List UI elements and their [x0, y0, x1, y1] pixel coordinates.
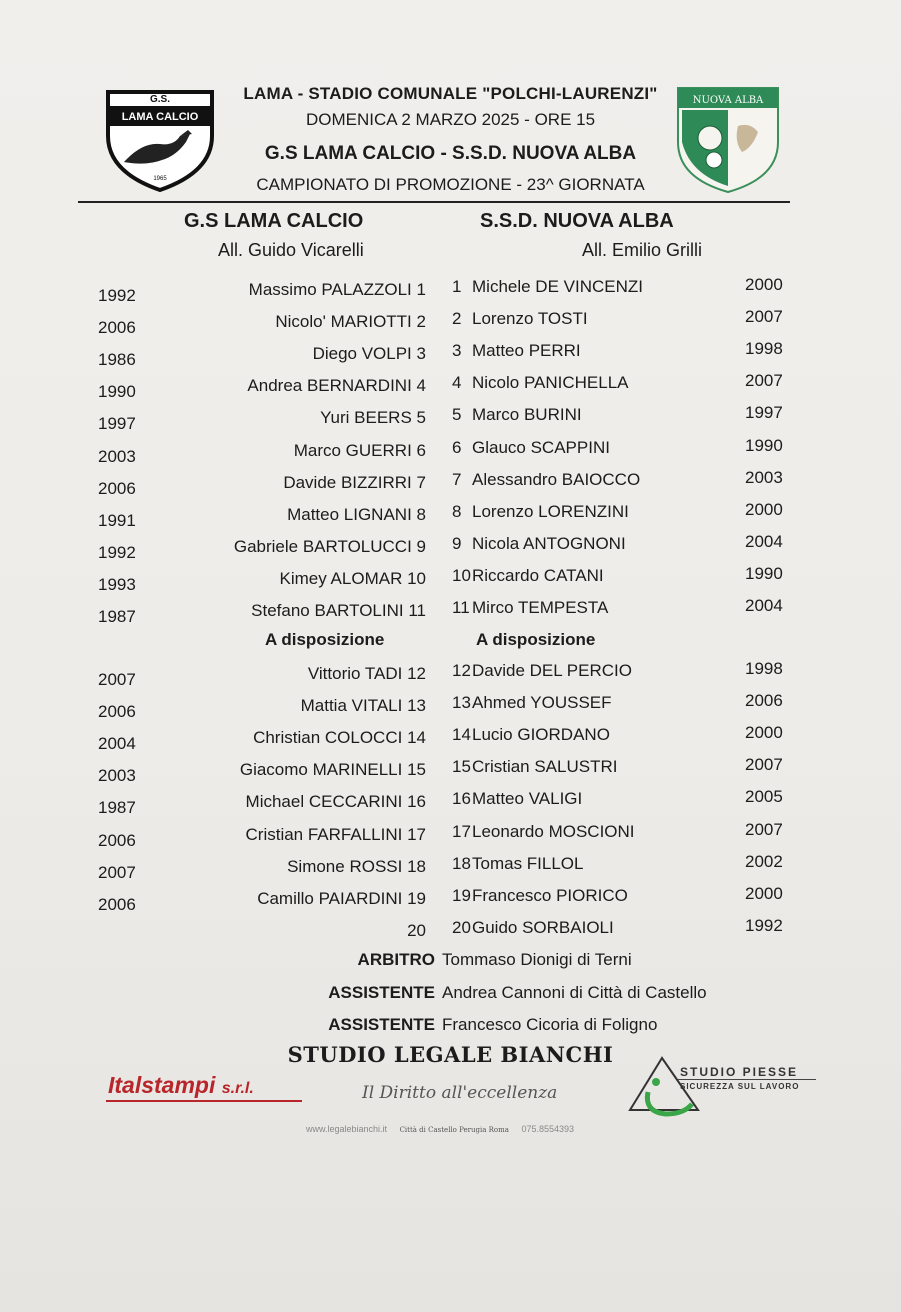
- away-birth-year: 2002: [745, 851, 783, 871]
- away-team-name: S.S.D. NUOVA ALBA: [480, 210, 674, 232]
- home-birth-year: 2007: [98, 670, 136, 689]
- player-row: [0, 659, 901, 692]
- away-birth-year: 2007: [745, 819, 783, 839]
- home-birth-year: 1987: [98, 607, 136, 626]
- away-shirt-number: 20: [452, 917, 471, 937]
- home-shirt-number: 2: [416, 312, 426, 332]
- footer-phone: 075.8554393: [521, 1124, 575, 1134]
- away-shirt-number: 1: [452, 277, 462, 296]
- home-shirt-number: 18: [407, 856, 426, 876]
- home-player-name: [240, 760, 426, 780]
- home-shirt-number: 16: [407, 792, 426, 812]
- official-row: [0, 950, 901, 976]
- away-shirt-number: 4: [452, 373, 462, 393]
- away-birth-year: 1992: [745, 915, 783, 935]
- away-player-name: Francesco PIORICO: [472, 885, 628, 905]
- home-shirt-number: 3: [416, 344, 426, 364]
- away-player-name: Matteo PERRI: [472, 341, 581, 361]
- away-player-name: Davide DEL PERCIO: [472, 661, 632, 680]
- away-shirt-number: 16: [452, 789, 471, 809]
- logo-year-text: 1965: [153, 176, 167, 182]
- home-player-name-text: Andrea BERNARDINI: [247, 376, 412, 396]
- away-shirt-number: 7: [452, 469, 462, 489]
- home-shirt-number: 13: [407, 696, 426, 716]
- player-row: [0, 371, 901, 404]
- official-row: [0, 983, 901, 1009]
- away-coach: All. Emilio Grilli: [582, 240, 703, 260]
- home-player-name: [247, 376, 426, 396]
- logo-lama-text: LAMA CALCIO: [121, 111, 199, 123]
- italstampi-name: Italstampi: [108, 1072, 216, 1098]
- player-row: [0, 467, 901, 501]
- away-player-name: Riccardo CATANI: [472, 565, 604, 585]
- home-player-name: [234, 537, 426, 557]
- away-player-name: Mirco TEMPESTA: [472, 598, 609, 617]
- home-shirt-number: 6: [416, 440, 426, 460]
- home-birth-year: 1990: [98, 382, 136, 402]
- player-row: [0, 851, 901, 885]
- piesse-name: STUDIO PIESSE: [680, 1065, 799, 1079]
- away-player-name: Michele DE VINCENZI: [472, 277, 643, 296]
- home-player-name: [287, 505, 426, 525]
- logo-alba-text: NUOVA ALBA: [692, 95, 764, 106]
- player-row: [0, 403, 901, 436]
- italstampi-logo: [108, 1072, 254, 1099]
- official-name: Tommaso Dionigi di Terni: [442, 950, 632, 969]
- home-shirt-number: 19: [407, 888, 426, 908]
- home-shirt-number: 4: [416, 376, 426, 396]
- player-row: [0, 883, 901, 917]
- away-shirt-number: 6: [452, 437, 462, 457]
- home-birth-year: 2003: [98, 446, 136, 466]
- home-player-name-text: Vittorio TADI: [307, 664, 403, 683]
- away-birth-year: 2006: [745, 691, 783, 711]
- away-shirt-number: 13: [452, 693, 471, 713]
- home-shirt-number: 1: [416, 280, 426, 299]
- sponsor-footer: [306, 1124, 584, 1134]
- piesse-divider: [678, 1079, 816, 1080]
- home-player-name-text: Nicolo' MARIOTTI: [275, 312, 412, 332]
- home-shirt-number: 7: [416, 472, 426, 492]
- piesse-tagline: SICUREZZA SUL LAVORO: [680, 1082, 800, 1091]
- away-shirt-number: 17: [452, 821, 471, 841]
- home-birth-year: 2006: [98, 894, 136, 914]
- match-title: G.S LAMA CALCIO - S.S.D. NUOVA ALBA: [264, 143, 637, 164]
- home-player-name-text: Mattia VITALI: [300, 696, 403, 716]
- home-shirt-number: 14: [407, 728, 426, 748]
- player-row: [0, 339, 901, 372]
- home-player-name-text: Camillo PAIARDINI: [257, 888, 403, 908]
- away-birth-year: 2004: [745, 596, 783, 615]
- away-birth-year: 2000: [745, 723, 783, 743]
- away-shirt-number: 12: [452, 661, 471, 680]
- away-player-name: Lorenzo TOSTI: [472, 309, 588, 329]
- official-role: ASSISTENTE: [328, 982, 435, 1002]
- home-birth-year: 2006: [98, 478, 136, 498]
- home-player-name: [280, 569, 426, 589]
- home-shirt-number: 8: [416, 504, 426, 524]
- away-player-name: Lucio GIORDANO: [472, 725, 610, 745]
- away-shirt-number: 15: [452, 757, 471, 777]
- player-row: [0, 691, 901, 724]
- away-birth-year: 1998: [745, 659, 783, 678]
- official-row: [0, 1015, 901, 1041]
- home-player-name: [407, 921, 426, 941]
- footer-website: www.legalebianchi.it: [306, 1124, 388, 1134]
- away-player-name: Matteo VALIGI: [472, 789, 583, 809]
- home-shirt-number: 15: [407, 760, 426, 780]
- home-player-name-text: Gabriele BARTOLUCCI: [233, 536, 412, 556]
- home-player-name-text: Cristian FARFALLINI: [245, 824, 403, 844]
- player-row: [0, 819, 901, 853]
- away-birth-year: 1997: [745, 403, 783, 423]
- home-player-name-text: Davide BIZZIRRI: [283, 472, 412, 492]
- away-birth-year: 2007: [745, 755, 783, 775]
- home-shirt-number: 17: [407, 824, 426, 844]
- home-birth-year: 1992: [98, 286, 136, 305]
- player-row: [0, 531, 901, 565]
- away-player-name: Glauco SCAPPINI: [472, 437, 610, 457]
- official-role: ASSISTENTE: [328, 1015, 435, 1034]
- home-player-name-text: Simone ROSSI: [287, 856, 403, 876]
- away-player-name: Ahmed YOUSSEF: [472, 693, 612, 713]
- italstampi-suffix: s.r.l.: [221, 1080, 254, 1097]
- home-birth-year: 1997: [98, 414, 136, 434]
- player-row: [0, 275, 901, 308]
- away-birth-year: 1990: [745, 563, 783, 583]
- home-birth-year: 2003: [98, 766, 136, 786]
- home-player-name-text: Christian COLOCCI: [253, 728, 403, 748]
- home-birth-year: 1992: [98, 542, 136, 562]
- sponsor-motto: Il Diritto all'eccellenza: [362, 1083, 558, 1103]
- home-shirt-number: 10: [407, 568, 426, 588]
- home-player-name: [253, 728, 426, 748]
- home-player-name: [320, 408, 426, 428]
- home-birth-year: 1991: [98, 510, 136, 530]
- official-role: ARBITRO: [357, 950, 435, 969]
- home-player-name: [257, 889, 426, 909]
- away-shirt-number: 19: [452, 885, 471, 905]
- home-birth-year: 1993: [98, 574, 136, 594]
- away-shirt-number: 11: [452, 598, 470, 617]
- away-shirt-number: 5: [452, 405, 462, 425]
- home-reserve-heading: A disposizione: [265, 630, 385, 649]
- away-shirt-number: 10: [452, 565, 471, 585]
- player-row: [0, 787, 901, 820]
- home-player-name: [246, 825, 426, 845]
- away-birth-year: 2007: [745, 307, 783, 327]
- home-shirt-number: 9: [416, 536, 426, 556]
- away-shirt-number: 2: [452, 309, 462, 329]
- home-coach: All. Guido Vicarelli: [218, 240, 364, 260]
- header-divider: [78, 201, 790, 203]
- away-shirt-number: 3: [452, 341, 462, 361]
- home-player-name-text: Diego VOLPI: [312, 344, 412, 364]
- home-player-name: [294, 441, 426, 461]
- home-birth-year: 1987: [98, 798, 136, 818]
- home-player-name-text: Massimo PALAZZOLI: [248, 280, 412, 299]
- competition-line: CAMPIONATO DI PROMOZIONE - 23^ GIORNATA: [256, 175, 645, 194]
- player-row: [0, 435, 901, 469]
- away-player-name: Lorenzo LORENZINI: [472, 501, 629, 521]
- away-birth-year: 2000: [745, 275, 783, 294]
- player-row: [0, 723, 901, 756]
- home-shirt-number: 5: [416, 408, 426, 428]
- player-row: [0, 596, 901, 629]
- home-birth-year: 1986: [98, 350, 136, 370]
- away-player-name: Cristian SALUSTRI: [472, 757, 618, 777]
- home-player-name: [301, 696, 426, 716]
- away-player-name: Nicolo PANICHELLA: [472, 373, 629, 393]
- home-birth-year: 2006: [98, 702, 136, 722]
- player-row: [0, 307, 901, 340]
- away-player-name: Marco BURINI: [472, 405, 582, 425]
- studio-legale-title: STUDIO LEGALE BIANCHI: [287, 1042, 614, 1067]
- player-row: [0, 755, 901, 788]
- home-player-name-text: Kimey ALOMAR: [279, 568, 403, 588]
- home-birth-year: 2006: [98, 318, 136, 338]
- home-player-name-text: Marco GUERRI: [293, 440, 412, 460]
- home-player-name: [275, 312, 426, 332]
- home-player-name-text: Giacomo MARINELLI: [239, 760, 403, 780]
- away-shirt-number: 18: [452, 853, 471, 873]
- logo-gs-text: G.S.: [149, 94, 171, 105]
- home-shirt-number: 20: [407, 920, 426, 940]
- home-shirt-number: 12: [407, 664, 426, 683]
- away-birth-year: 1998: [745, 339, 783, 359]
- away-birth-year: 2005: [745, 787, 783, 807]
- away-player-name: Alessandro BAIOCCO: [472, 469, 641, 489]
- home-shirt-number: 11: [408, 601, 426, 620]
- home-player-name: [283, 473, 426, 493]
- away-player-name: Leonardo MOSCIONI: [472, 821, 635, 841]
- home-team-name: G.S LAMA CALCIO: [184, 210, 364, 232]
- home-player-name-text: Matteo LIGNANI: [287, 504, 412, 524]
- away-reserve-heading: A disposizione: [476, 630, 596, 649]
- player-row: [0, 499, 901, 533]
- date-time-line: DOMENICA 2 MARZO 2025 - ORE 15: [305, 110, 596, 129]
- italstampi-underline: [106, 1100, 302, 1102]
- home-player-name: [287, 857, 426, 877]
- away-birth-year: 2004: [745, 531, 783, 551]
- away-shirt-number: 14: [452, 725, 471, 745]
- official-name: Francesco Cicoria di Foligno: [442, 1015, 658, 1034]
- official-name: Andrea Cannoni di Città di Castello: [442, 982, 707, 1002]
- away-shirt-number: 9: [452, 533, 462, 553]
- home-player-name-text: Yuri BEERS: [320, 408, 412, 428]
- venue-line: LAMA - STADIO COMUNALE "POLCHI-LAURENZI": [243, 84, 658, 103]
- away-birth-year: 2007: [745, 371, 783, 391]
- home-player-name: [251, 601, 426, 621]
- away-shirt-number: 8: [452, 501, 462, 521]
- home-player-name: [308, 664, 426, 684]
- away-player-name: Nicola ANTOGNONI: [472, 533, 626, 553]
- away-birth-year: 2003: [745, 467, 783, 487]
- home-birth-year: 2006: [98, 830, 136, 850]
- away-player-name: Guido SORBAIOLI: [472, 917, 614, 937]
- away-player-name: Tomas FILLOL: [472, 853, 584, 873]
- footer-cities: Città di Castello Perugia Roma: [399, 1126, 509, 1134]
- away-birth-year: 2000: [745, 499, 783, 519]
- player-row: [0, 915, 901, 949]
- away-birth-year: 1990: [745, 435, 783, 455]
- home-birth-year: 2004: [98, 734, 136, 754]
- home-birth-year: 2007: [98, 862, 136, 882]
- home-player-name: [249, 280, 426, 300]
- home-player-name: [246, 792, 426, 812]
- home-player-name-text: Stefano BARTOLINI: [251, 601, 404, 620]
- home-player-name-text: Michael CECCARINI: [245, 792, 403, 812]
- player-row: [0, 563, 901, 597]
- home-player-name: [313, 344, 426, 364]
- away-birth-year: 2000: [745, 883, 783, 903]
